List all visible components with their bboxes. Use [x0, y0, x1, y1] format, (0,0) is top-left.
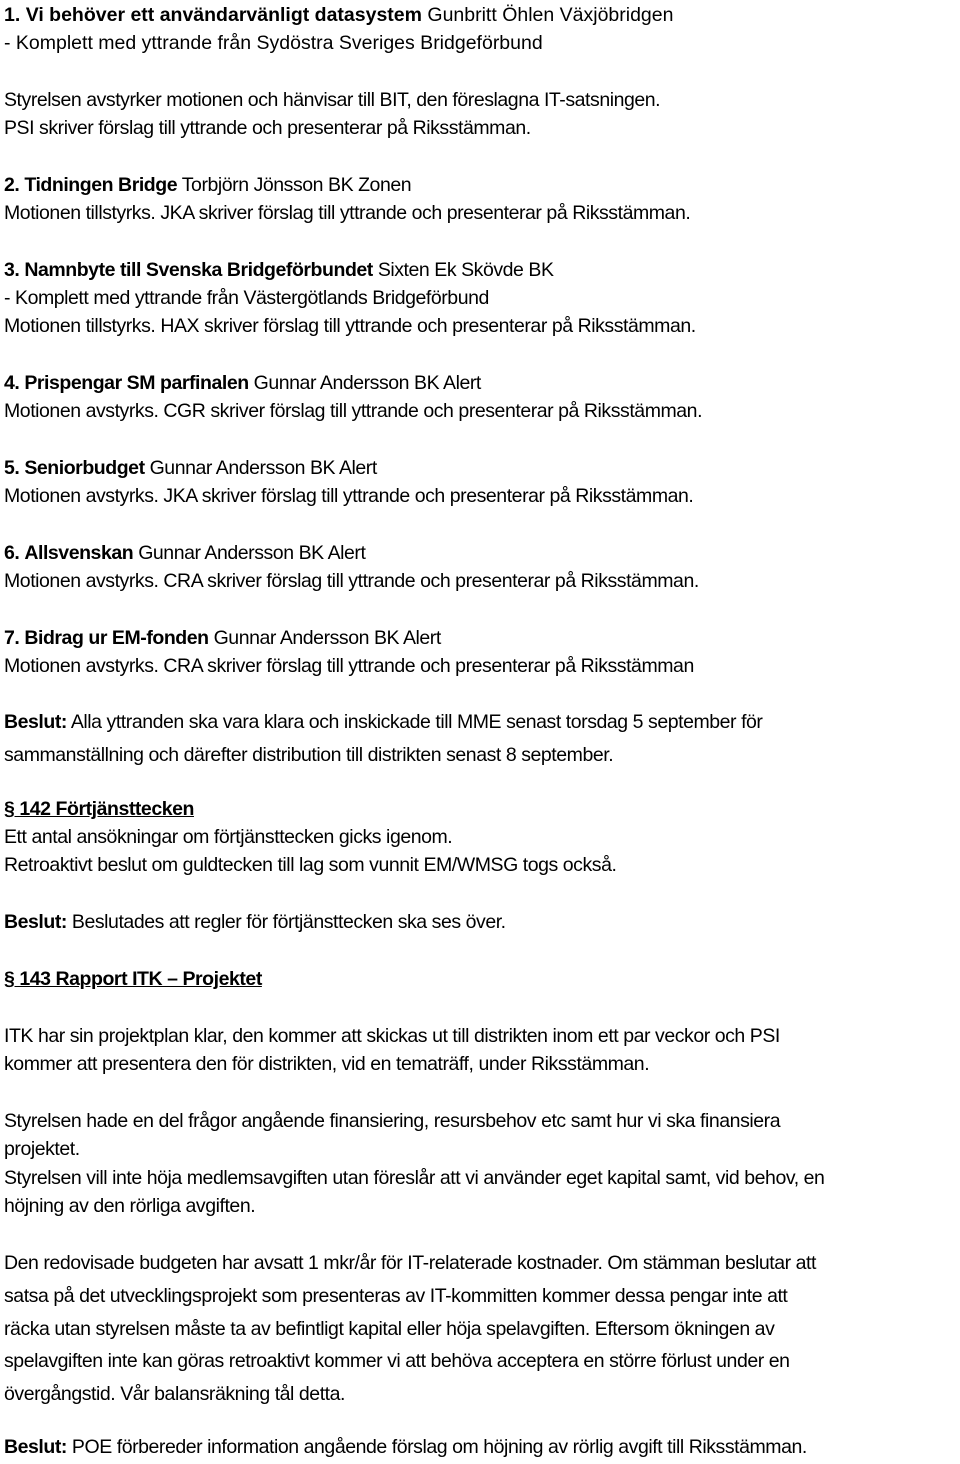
section-142-line-1: Ett antal ansökningar om förtjänsttecken gicks igenom. [4, 826, 453, 848]
beslut-label: Beslut: [4, 911, 67, 933]
motion-1-proposer: Gunbritt Öhlen Växjöbridgen [427, 4, 674, 26]
section-143-p2-line-1: Styrelsen hade en del frågor angående finansiering, resursbehov etc samt hur vi ska finansiera [4, 1110, 781, 1132]
section-143-heading: § 143 Rapport ITK – Projektet [4, 968, 262, 990]
motion-2-title: Tidningen Bridge [24, 174, 178, 196]
motion-4-title: Prispengar SM parfinalen [24, 372, 249, 394]
motion-6-decision: Motionen avstyrks. CRA skriver förslag till yttrande och presenterar på Riksstämman. [4, 570, 699, 592]
section-143-p1-line-2: kommer att presentera den för distrikten, vid en tematräff, under Riksstämman. [4, 1053, 650, 1075]
motion-4-proposer: Gunnar Andersson BK Alert [253, 372, 481, 394]
section-143-p4-line-5: övergångstid. Vår balansräkning tål detta. [4, 1383, 345, 1405]
motion-5-proposer: Gunnar Andersson BK Alert [149, 457, 377, 479]
section-143-p2-line-2: projektet. [4, 1138, 80, 1160]
motions-decision-line-1: Alla yttranden ska vara klara och inskickade till MME senast torsdag 5 september för [70, 711, 763, 733]
motion-5-heading [4, 455, 377, 481]
section-143-p4-line-2: satsa på det utvecklingsprojekt som presenteras av IT-kommitten kommer dessa pengar inte att [4, 1285, 788, 1307]
beslut-label: Beslut: [4, 711, 67, 733]
motions-decision-line-2: sammanställning och därefter distribution till distrikten senast 8 september. [4, 744, 614, 766]
motion-7-title: Bidrag ur EM-fonden [24, 627, 209, 649]
section-143-p4-line-1: Den redovisade budgeten har avsatt 1 mkr/år för IT-relaterade kostnader. Om stämman beslutar att [4, 1252, 816, 1274]
section-143-p4-line-4: spelavgiften inte kan göras retroaktivt kommer vi att behöva acceptera en större förlust under en [4, 1350, 790, 1372]
section-143-decision [4, 1434, 807, 1460]
motion-5-number: 5. [4, 457, 20, 479]
motion-1-heading [4, 2, 673, 28]
motion-3-proposer: Sixten Ek Skövde BK [377, 259, 554, 281]
section-142-decision [4, 909, 506, 935]
motion-3-decision: Motionen tillstyrks. HAX skriver förslag till yttrande och presenterar på Riksstämman. [4, 315, 696, 337]
motion-7-number: 7. [4, 627, 20, 649]
motion-4-number: 4. [4, 372, 20, 394]
motion-5-title: Seniorbudget [24, 457, 145, 479]
motion-6-heading [4, 540, 365, 566]
motion-1-decision-line-2: PSI skriver förslag till yttrande och presenterar på Riksstämman. [4, 117, 531, 139]
motion-1-title: Vi behöver ett användarvänligt datasystem [25, 4, 422, 26]
motion-1-extra: - Komplett med yttrande från Sydöstra Sveriges Bridgeförbund [4, 32, 543, 54]
motion-7-proposer: Gunnar Andersson BK Alert [213, 627, 441, 649]
motion-4-decision: Motionen avstyrks. CGR skriver förslag till yttrande och presenterar på Riksstämman. [4, 400, 703, 422]
motion-2-heading [4, 172, 411, 198]
motion-1-decision-line-1: Styrelsen avstyrker motionen och hänvisar till BIT, den föreslagna IT-satsningen. [4, 89, 661, 111]
motion-7-decision: Motionen avstyrks. CRA skriver förslag till yttrande och presenterar på Riksstämman [4, 655, 694, 677]
motion-3-number: 3. [4, 259, 20, 281]
motion-6-proposer: Gunnar Andersson BK Alert [138, 542, 366, 564]
motion-3-heading [4, 257, 554, 283]
motion-5-decision: Motionen avstyrks. JKA skriver förslag till yttrande och presenterar på Riksstämman. [4, 485, 694, 507]
motion-2-proposer: Torbjörn Jönsson BK Zonen [181, 174, 412, 196]
motion-6-title: Allsvenskan [24, 542, 134, 564]
motion-1-number: 1. [4, 4, 21, 26]
section-143-decision-text: POE förbereder information angående förslag om höjning av rörlig avgift till Riksstämman. [71, 1436, 807, 1458]
motion-6-number: 6. [4, 542, 20, 564]
motion-7-heading [4, 625, 441, 651]
motion-3-title: Namnbyte till Svenska Bridgeförbundet [24, 259, 373, 281]
section-143-p3-line-1: Styrelsen vill inte höja medlemsavgiften utan föreslår att vi använder eget kapital samt, vid behov, en [4, 1167, 825, 1189]
motion-2-number: 2. [4, 174, 20, 196]
motion-4-heading [4, 370, 481, 396]
section-143-p3-line-2: höjning av den rörliga avgiften. [4, 1195, 256, 1217]
motion-3-extra: - Komplett med yttrande från Västergötlands Bridgeförbund [4, 287, 489, 309]
section-142-heading: § 142 Förtjänsttecken [4, 798, 194, 820]
motions-decision [4, 709, 762, 735]
section-142-decision-text: Beslutades att regler för förtjänsttecken ska ses över. [71, 911, 506, 933]
motion-2-decision: Motionen tillstyrks. JKA skriver förslag till yttrande och presenterar på Riksstämman. [4, 202, 691, 224]
beslut-label: Beslut: [4, 1436, 67, 1458]
section-142-line-2: Retroaktivt beslut om guldtecken till lag som vunnit EM/WMSG togs också. [4, 854, 617, 876]
section-143-p4-line-3: räcka utan styrelsen måste ta av befintligt kapital eller höja spelavgiften. Eftersom ökningen av [4, 1318, 775, 1340]
section-143-p1-line-1: ITK har sin projektplan klar, den kommer att skickas ut till distrikten inom ett par veckor och PSI [4, 1025, 780, 1047]
